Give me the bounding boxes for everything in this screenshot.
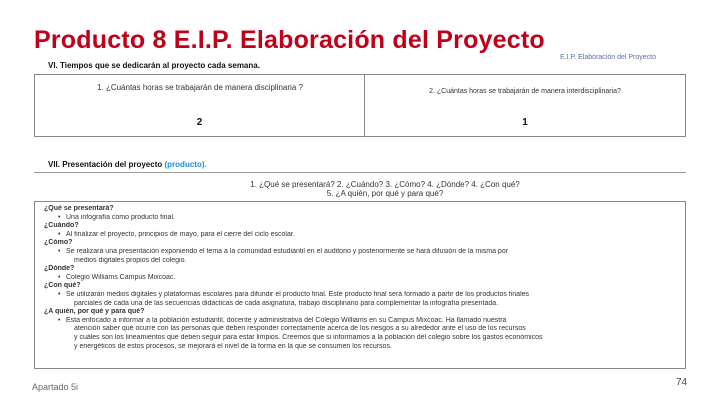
presentation-details: [34, 201, 686, 369]
section-7-heading-text: VII. Presentación del proyecto: [48, 160, 163, 169]
section-7-heading: [48, 160, 207, 169]
detail-text: y energéticos de estos procesos, se mejorará el nivel de la forma en la que se consumen los recursos.: [74, 342, 392, 350]
section-6-heading: VI. Tiempos que se dedicarán al proyecto cada semana.: [48, 61, 260, 70]
interdisciplinary-hours: 1: [522, 117, 528, 128]
interdisciplinary-cell: [365, 75, 685, 136]
detail-question: ¿Con qué?: [44, 282, 81, 290]
detail-text: atención saber qué ocurre con las personas que deben responder correctamente acerca de los riesgos a su alrededor ante el uso de los recursos: [74, 325, 526, 333]
footer-label: Apartado 5i: [32, 382, 79, 392]
slide-title: Producto 8 E.I.P. Elaboración del Proyecto: [34, 26, 545, 54]
detail-text: • Se utilizarán medios digitales y plataformas escolares para difundir el producto final. Este producto final será formado a partir de los productos finales: [44, 291, 677, 300]
detail-question: ¿A quién, por qué y para qué?: [44, 308, 145, 316]
document-header: E.I.P. Elaboración del Proyecto: [560, 54, 656, 61]
detail-question: ¿Dónde?: [44, 265, 75, 273]
page-number: 74: [676, 377, 688, 388]
detail-question: ¿Qué se presentará?: [44, 205, 114, 212]
detail-text: medios digitales propios del colegio.: [74, 256, 187, 264]
detail-text: • Una infografía como producto final.: [44, 214, 677, 223]
detail-question: ¿Cuándo?: [44, 222, 79, 230]
interdisciplinary-question: 2. ¿Cuántas horas se trabajarán de manera interdisciplinaria?: [429, 88, 621, 95]
disciplinary-hours: 2: [196, 117, 203, 128]
section-7-divider: [34, 172, 686, 173]
questions-line-1: 1. ¿Qué se presentará? 2. ¿Cuándo? 3. ¿Cómo? 4. ¿Dónde? 4. ¿Con qué?: [250, 180, 520, 189]
detail-text: • Al finalizar el proyecto, principios de mayo, para el cierre del ciclo escolar.: [44, 231, 677, 240]
disciplinary-cell: [35, 75, 365, 136]
hours-table: [34, 74, 686, 137]
disciplinary-question: 1. ¿Cuántas horas se trabajarán de manera disciplinaria ?: [97, 83, 303, 92]
detail-text: parciales de cada una de las secuencias didácticas de cada asignatura, trabajo disciplinario para complementar la infografía presentada.: [74, 299, 499, 307]
questions-line-2: 5. ¿A quién, por qué y para qué?: [326, 189, 444, 198]
detail-text: • Se realizará una presentación exponiendo el tema a la comunidad estudiantil en el auditorio y posteriormente se hará difusión de la misma por: [44, 248, 677, 257]
detail-question: ¿Cómo?: [44, 239, 73, 247]
section-7-questions: [200, 180, 570, 198]
detail-text: y cuáles son los lineamientos que deben seguir para estar limpios. Creemos que si informamos a la población del colegio sobre los gastos económicos: [74, 333, 543, 341]
detail-text: • Colegio Williams Campus Mixcoac.: [44, 274, 677, 283]
section-7-heading-highlight: (producto).: [164, 160, 207, 169]
detail-text: • Esta enfocado a informar a la población estudiantil, docente y administrativa del Colegio Williams en su Campus Mixcoac. Ha llamado nuestra: [44, 317, 677, 326]
